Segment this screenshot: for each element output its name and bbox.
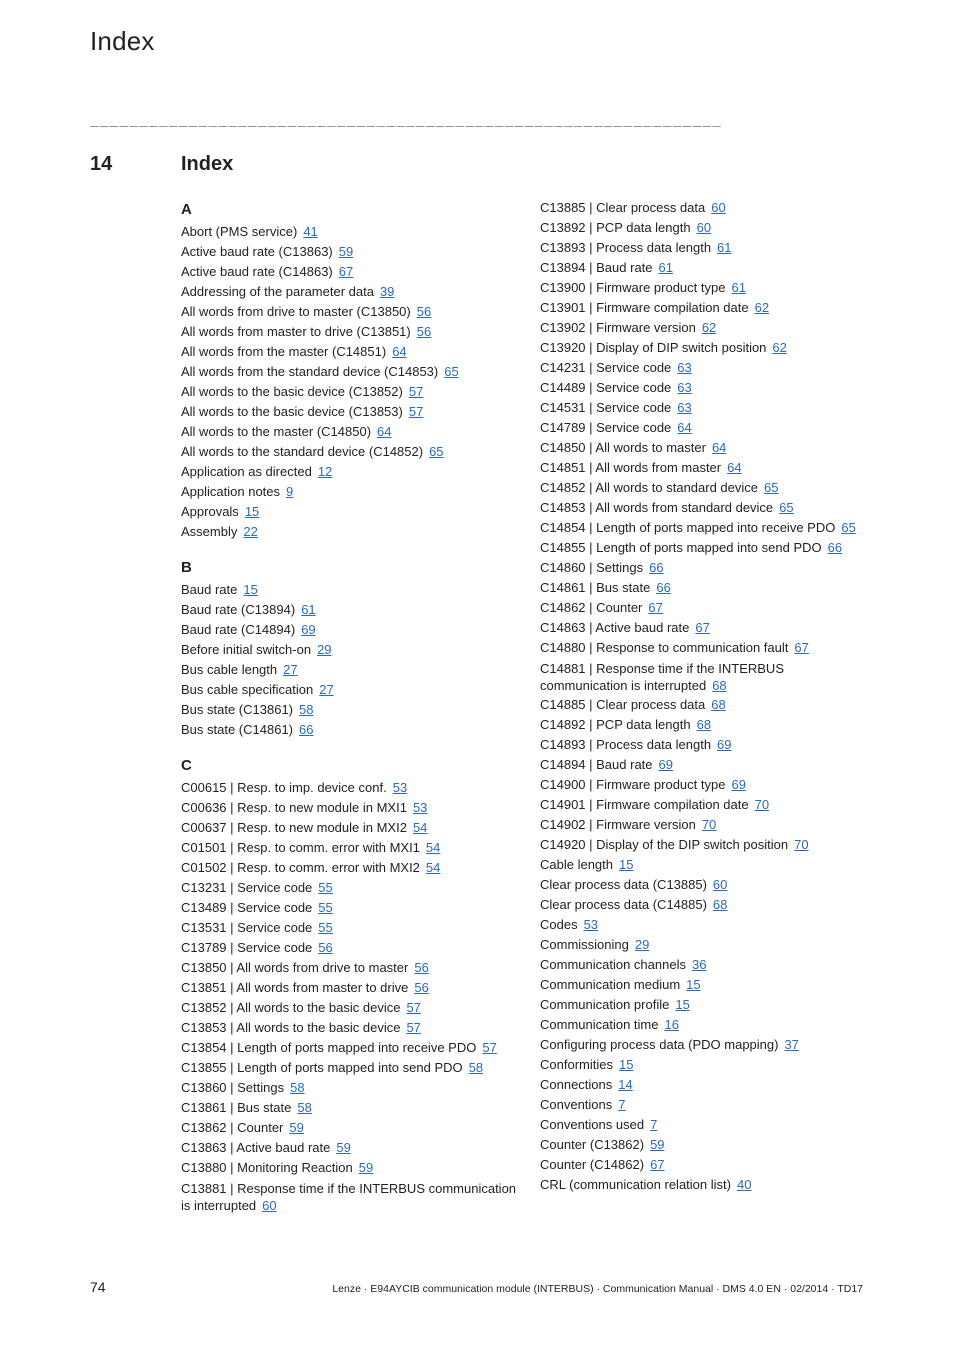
index-entry (181, 482, 521, 502)
index-entry-text: C14789 | Service code (540, 420, 672, 435)
index-entry (540, 558, 870, 578)
footer-document-info: Lenze · E94AYCIB communication module (INTERBUS) · Communication Manual · DMS 4.0 EN · 02/2014 · TD17 (332, 1283, 863, 1295)
page-reference-link[interactable]: 58 (290, 1080, 305, 1095)
index-entry-text: C13861 | Bus state (181, 1100, 292, 1115)
page-reference-link[interactable]: 53 (412, 800, 428, 815)
index-entry-text: All words to the basic device (C13853) (181, 404, 403, 419)
index-entry (181, 1038, 521, 1058)
index-entry (540, 835, 870, 855)
page-reference-link[interactable]: 69 (717, 737, 732, 752)
page-reference-link[interactable]: 39 (379, 284, 395, 299)
index-entry (181, 898, 521, 918)
index-entry (540, 695, 870, 715)
index-entry-text: C13885 | Clear process data (540, 200, 706, 215)
page-reference-link[interactable]: 70 (754, 797, 770, 812)
page-reference-link[interactable]: 57 (406, 1000, 421, 1015)
index-entry (181, 502, 521, 522)
index-entry-text: C14531 | Service code (540, 400, 672, 415)
index-entry-text: C13900 | Firmware product type (540, 280, 726, 295)
index-entry (540, 278, 870, 298)
index-entry (540, 258, 870, 278)
index-entry-text: C14489 | Service code (540, 380, 672, 395)
index-entry (540, 795, 870, 815)
index-entry-text: C13231 | Service code (181, 880, 313, 895)
page-reference-link[interactable]: 69 (301, 622, 316, 637)
index-entry (540, 578, 870, 598)
page-reference-link[interactable]: 53 (392, 780, 408, 795)
index-entry-text: All words from the standard device (C14853) (181, 364, 439, 379)
index-entry (181, 600, 521, 620)
page-reference-link[interactable]: 60 (696, 220, 712, 235)
page-reference-link[interactable]: 27 (283, 662, 298, 677)
index-entry (181, 342, 521, 362)
page-reference-link[interactable]: 65 (764, 480, 779, 495)
index-entry-text: C00637 | Resp. to new module in MXI2 (181, 820, 407, 835)
index-entry-text: Clear process data (C13885) (540, 877, 707, 892)
index-entry-text: C13862 | Counter (181, 1120, 284, 1135)
page-reference-link[interactable]: 15 (618, 1057, 634, 1072)
page-reference-link[interactable]: 68 (712, 897, 728, 912)
page-reference-link[interactable]: 29 (634, 937, 650, 952)
page-reference-link[interactable]: 62 (701, 320, 717, 335)
index-entry-text: C14861 | Bus state (540, 580, 651, 595)
index-entry (181, 778, 521, 798)
index-entry (540, 238, 870, 258)
index-entry (540, 1015, 870, 1035)
index-entry (181, 1138, 521, 1158)
index-entry (181, 918, 521, 938)
page-reference-link[interactable]: 59 (338, 244, 354, 259)
page-reference-link[interactable]: 37 (784, 1037, 799, 1052)
index-entry-text: C13880 | Monitoring Reaction (181, 1160, 353, 1175)
index-entry (181, 798, 521, 818)
page-reference-link[interactable]: 9 (286, 484, 294, 499)
index-entry (181, 322, 521, 342)
page-reference-link[interactable]: 59 (358, 1160, 374, 1175)
index-entry (540, 875, 870, 895)
page-reference-link[interactable]: 15 (619, 857, 634, 872)
page-reference-link[interactable]: 29 (317, 642, 332, 657)
page-reference-link[interactable]: 36 (691, 957, 707, 972)
index-entry (540, 358, 870, 378)
index-entry-text: C13854 | Length of ports mapped into receive PDO (181, 1040, 477, 1055)
index-entry-text: C14885 | Clear process data (540, 697, 706, 712)
index-entry-text: Assembly (181, 524, 238, 539)
index-entry (540, 815, 870, 835)
index-column-left (181, 198, 521, 1215)
index-entry (181, 720, 521, 740)
index-entry (181, 382, 521, 402)
index-entry-text: C01501 | Resp. to comm. error with MXI1 (181, 840, 420, 855)
index-entry-text: C13920 | Display of DIP switch position (540, 340, 767, 355)
index-entry-text: Counter (C14862) (540, 1157, 645, 1172)
index-entry (181, 242, 521, 262)
index-entry (540, 618, 870, 638)
index-entry (181, 282, 521, 302)
page-reference-link[interactable]: 41 (303, 224, 318, 239)
page-reference-link[interactable]: 62 (754, 300, 770, 315)
index-entry-text: Conventions used (540, 1117, 645, 1132)
index-entry-text: Counter (C13862) (540, 1137, 645, 1152)
index-entry-text: C14900 | Firmware product type (540, 777, 726, 792)
index-entry (181, 462, 521, 482)
index-entry (540, 915, 870, 935)
page-reference-link[interactable]: 12 (317, 464, 333, 479)
page-reference-link[interactable]: 61 (717, 240, 732, 255)
index-entry-text: Application as directed (181, 464, 312, 479)
index-entry (540, 855, 870, 875)
page-reference-link[interactable]: 63 (677, 380, 692, 395)
page-reference-link[interactable]: 15 (675, 997, 690, 1012)
page-reference-link[interactable]: 67 (648, 600, 663, 615)
chapter-title: Index (181, 153, 234, 175)
page-reference-link[interactable]: 15 (243, 582, 258, 597)
index-entry-text: C14862 | Counter (540, 600, 643, 615)
page-reference-link[interactable]: 57 (408, 384, 424, 399)
index-letter-group (181, 198, 521, 542)
page-reference-link[interactable]: 68 (712, 678, 727, 693)
index-entry-text: Abort (PMS service) (181, 224, 298, 239)
page-number: 74 (90, 1279, 106, 1295)
index-entry-text: C14901 | Firmware compilation date (540, 797, 749, 812)
chapter-number: 14 (90, 153, 113, 175)
page-reference-link[interactable]: 66 (649, 560, 664, 575)
index-entry (540, 1075, 870, 1095)
index-entry-text: C13855 | Length of ports mapped into send PDO (181, 1060, 463, 1075)
page-reference-link[interactable]: 63 (677, 400, 692, 415)
page-reference-link[interactable]: 66 (299, 722, 314, 737)
index-entry-text: Connections (540, 1077, 613, 1092)
index-entry-text: Configuring process data (PDO mapping) (540, 1037, 779, 1052)
index-entry-text: Communication channels (540, 957, 686, 972)
index-entry-text: C14881 | Response time if the INTERBUS communication is interrupted (540, 661, 784, 693)
index-entry (540, 895, 870, 915)
page-reference-link[interactable]: 67 (794, 640, 809, 655)
index-entry (540, 1095, 870, 1115)
index-entry-text: All words from master to drive (C13851) (181, 324, 411, 339)
page-reference-link[interactable]: 65 (444, 364, 459, 379)
index-entry-text: CRL (communication relation list) (540, 1177, 731, 1192)
page-reference-link[interactable]: 64 (677, 420, 692, 435)
index-entry-text: Bus state (C14861) (181, 722, 294, 737)
index-entry (181, 1018, 521, 1038)
index-entry (540, 598, 870, 618)
index-entry-text: Bus cable specification (181, 682, 314, 697)
index-entry (181, 818, 521, 838)
page-reference-link[interactable]: 64 (711, 440, 727, 455)
index-entry (540, 1035, 870, 1055)
index-entry-text: C14863 | Active baud rate (540, 620, 690, 635)
index-entry-text: C13789 | Service code (181, 940, 313, 955)
index-entry (181, 700, 521, 720)
index-entry (181, 1058, 521, 1078)
page-reference-link[interactable]: 65 (429, 444, 444, 459)
page-reference-link[interactable]: 58 (297, 1100, 312, 1115)
index-entry (540, 1055, 870, 1075)
index-entry (181, 422, 521, 442)
index-entry (540, 438, 870, 458)
page-reference-link[interactable]: 14 (618, 1077, 633, 1092)
index-entry-text: Approvals (181, 504, 239, 519)
index-entry (181, 938, 521, 958)
index-entry (540, 458, 870, 478)
page-reference-link[interactable]: 55 (318, 920, 333, 935)
page-reference-link[interactable]: 59 (650, 1137, 665, 1152)
page-reference-link[interactable]: 55 (318, 900, 333, 915)
index-entry-text: Clear process data (C14885) (540, 897, 707, 912)
index-entry (540, 715, 870, 735)
index-entry-text: Baud rate (181, 582, 238, 597)
index-entry-text: C14854 | Length of ports mapped into receive PDO (540, 520, 836, 535)
index-entry-text: Baud rate (C13894) (181, 602, 296, 617)
page-reference-link[interactable]: 70 (701, 817, 717, 832)
index-entry (181, 1118, 521, 1138)
index-entry-text: C01502 | Resp. to comm. error with MXI2 (181, 860, 420, 875)
index-entry-text: C14892 | PCP data length (540, 717, 691, 732)
index-entry-text: All words to the master (C14850) (181, 424, 372, 439)
page-reference-link[interactable]: 60 (262, 1198, 277, 1213)
index-entry-text: C14855 | Length of ports mapped into send PDO (540, 540, 822, 555)
index-entry (181, 1078, 521, 1098)
page-reference-link[interactable]: 53 (583, 917, 599, 932)
index-entry-text: C14880 | Response to communication fault (540, 640, 789, 655)
index-entry-text: C00615 | Resp. to imp. device conf. (181, 780, 387, 795)
page-reference-link[interactable]: 56 (414, 980, 429, 995)
index-entry-text: C14920 | Display of the DIP switch position (540, 837, 789, 852)
index-entry-text: C13860 | Settings (181, 1080, 285, 1095)
page-reference-link[interactable]: 64 (727, 460, 742, 475)
index-entry (540, 775, 870, 795)
index-entry-text: C14851 | All words from master (540, 460, 722, 475)
page-reference-link[interactable]: 63 (677, 360, 692, 375)
index-entry (540, 755, 870, 775)
index-entry (540, 338, 870, 358)
index-entry-text: C13531 | Service code (181, 920, 313, 935)
page-reference-link[interactable]: 67 (650, 1157, 665, 1172)
index-entry-text: C14894 | Baud rate (540, 757, 653, 772)
index-entry (181, 580, 521, 600)
index-entry (181, 620, 521, 640)
page-reference-link[interactable]: 57 (406, 1020, 421, 1035)
index-entry (181, 442, 521, 462)
index-entry (540, 478, 870, 498)
index-entry (540, 318, 870, 338)
page-reference-link[interactable]: 66 (827, 540, 843, 555)
index-entry (540, 1175, 870, 1195)
index-entry-text: All words to the basic device (C13852) (181, 384, 403, 399)
page-reference-link[interactable]: 15 (244, 504, 260, 519)
index-entry-text: Communication medium (540, 977, 681, 992)
index-column-right (540, 198, 870, 1195)
index-entry-text: C13893 | Process data length (540, 240, 712, 255)
index-entry (540, 658, 870, 695)
index-entry (181, 402, 521, 422)
page-reference-link[interactable]: 54 (425, 840, 441, 855)
index-entry-text: C13894 | Baud rate (540, 260, 653, 275)
index-entry (181, 858, 521, 878)
page-reference-link[interactable]: 58 (299, 702, 314, 717)
page-reference-link[interactable]: 67 (695, 620, 710, 635)
index-entry-text: C13901 | Firmware compilation date (540, 300, 749, 315)
index-entry (540, 418, 870, 438)
page-reference-link[interactable]: 56 (416, 304, 432, 319)
index-entry-text: Addressing of the parameter data (181, 284, 374, 299)
index-entry-text: All words from drive to master (C13850) (181, 304, 411, 319)
index-entry (181, 262, 521, 282)
index-entry-text: C13489 | Service code (181, 900, 313, 915)
index-entry (181, 878, 521, 898)
index-entry (540, 735, 870, 755)
index-entry-text: All words from the master (C14851) (181, 344, 387, 359)
index-letter-heading: C (181, 757, 192, 774)
header-divider: ________________________________________________________________ (90, 111, 723, 127)
page-reference-link[interactable]: 69 (658, 757, 673, 772)
index-entry-text: C00636 | Resp. to new module in MXI1 (181, 800, 407, 815)
index-entry-text: Active baud rate (C13863) (181, 244, 333, 259)
running-header-title: Index (90, 26, 155, 56)
index-letter-heading: B (181, 559, 192, 576)
index-entry-text: C13850 | All words from drive to master (181, 960, 409, 975)
index-entry-text: C14231 | Service code (540, 360, 672, 375)
page-reference-link[interactable]: 60 (712, 877, 728, 892)
index-entry-text: C13881 | Response time if the INTERBUS communication is interrupted (181, 1181, 517, 1213)
index-entry-text: C13853 | All words to the basic device (181, 1020, 401, 1035)
index-entry-text: Conventions (540, 1097, 613, 1112)
index-entry-text: Bus state (C13861) (181, 702, 294, 717)
page-reference-link[interactable]: 61 (731, 280, 746, 295)
index-entry (181, 522, 521, 542)
page-reference-link[interactable]: 64 (377, 424, 392, 439)
index-entry-text: C13902 | Firmware version (540, 320, 696, 335)
page-reference-link[interactable]: 59 (336, 1140, 351, 1155)
index-letter-group (181, 754, 521, 1215)
index-entry (540, 378, 870, 398)
page-reference-link[interactable]: 61 (301, 602, 316, 617)
index-entry-text: Codes (540, 917, 578, 932)
index-entry (540, 498, 870, 518)
index-entry-text: C13863 | Active baud rate (181, 1140, 331, 1155)
page-reference-link[interactable]: 40 (736, 1177, 752, 1192)
index-entry (181, 660, 521, 680)
index-entry (181, 978, 521, 998)
page-reference-link[interactable]: 70 (794, 837, 809, 852)
page-reference-link[interactable]: 64 (392, 344, 407, 359)
index-entry-text: C14853 | All words from standard device (540, 500, 774, 515)
page-reference-link[interactable]: 68 (696, 717, 712, 732)
page-reference-link[interactable]: 62 (772, 340, 787, 355)
page-reference-link[interactable]: 69 (731, 777, 746, 792)
index-entry (540, 955, 870, 975)
page-reference-link[interactable]: 68 (711, 697, 726, 712)
index-entry-text: Commissioning (540, 937, 629, 952)
page-reference-link[interactable]: 57 (482, 1040, 497, 1055)
index-entry (540, 198, 870, 218)
page-reference-link[interactable]: 7 (650, 1117, 658, 1132)
index-entry (181, 958, 521, 978)
page-reference-link[interactable]: 54 (412, 820, 428, 835)
page-reference-link[interactable]: 16 (664, 1017, 679, 1032)
page-reference-link[interactable]: 56 (416, 324, 432, 339)
page-reference-link[interactable]: 58 (468, 1060, 484, 1075)
page-reference-link[interactable]: 60 (711, 200, 726, 215)
index-entry (181, 680, 521, 700)
page-reference-link[interactable]: 54 (425, 860, 441, 875)
index-entry-text: C14852 | All words to standard device (540, 480, 759, 495)
index-entry (181, 640, 521, 660)
page-reference-link[interactable]: 56 (318, 940, 333, 955)
index-entry (181, 1158, 521, 1178)
page-reference-link[interactable]: 59 (289, 1120, 304, 1135)
page-reference-link[interactable]: 67 (338, 264, 354, 279)
page-reference-link[interactable]: 65 (779, 500, 794, 515)
index-entry-text: Application notes (181, 484, 281, 499)
page-reference-link[interactable]: 7 (618, 1097, 626, 1112)
page-reference-link[interactable]: 57 (408, 404, 424, 419)
index-entry-text: Bus cable length (181, 662, 278, 677)
page-reference-link[interactable]: 55 (318, 880, 333, 895)
index-entry-text: Before initial switch-on (181, 642, 312, 657)
index-entry (540, 935, 870, 955)
index-entry (181, 1098, 521, 1118)
index-entry-text: C14902 | Firmware version (540, 817, 696, 832)
page-reference-link[interactable]: 65 (841, 520, 856, 535)
index-entry-text: Active baud rate (C14863) (181, 264, 333, 279)
page-reference-link[interactable]: 66 (656, 580, 671, 595)
index-entry (540, 1135, 870, 1155)
index-entry-text: Conformities (540, 1057, 613, 1072)
page-reference-link[interactable]: 61 (658, 260, 673, 275)
index-entry (181, 1178, 521, 1215)
index-entry (540, 218, 870, 238)
page-reference-link[interactable]: 15 (686, 977, 701, 992)
index-entry-text: C14893 | Process data length (540, 737, 712, 752)
page-reference-link[interactable]: 56 (414, 960, 429, 975)
index-entry (540, 298, 870, 318)
index-entry-text: Communication time (540, 1017, 659, 1032)
index-entry (540, 398, 870, 418)
page-reference-link[interactable]: 22 (243, 524, 258, 539)
index-entry (181, 222, 521, 242)
index-entry (540, 538, 870, 558)
index-entry-text: C13852 | All words to the basic device (181, 1000, 401, 1015)
index-entry-text: All words to the standard device (C14852) (181, 444, 424, 459)
index-entry-text: Baud rate (C14894) (181, 622, 296, 637)
index-entry (540, 638, 870, 658)
index-entry-text: C13892 | PCP data length (540, 220, 691, 235)
index-entry (540, 1155, 870, 1175)
index-letter-heading: A (181, 201, 192, 218)
index-entry (540, 518, 870, 538)
index-entry-text: Cable length (540, 857, 613, 872)
page-reference-link[interactable]: 27 (319, 682, 334, 697)
index-entry (181, 302, 521, 322)
index-entry (540, 975, 870, 995)
index-entry (540, 1115, 870, 1135)
index-letter-group (181, 556, 521, 740)
index-entry-text: C14860 | Settings (540, 560, 644, 575)
index-entry-text: Communication profile (540, 997, 670, 1012)
index-entry (181, 998, 521, 1018)
index-entry (181, 838, 521, 858)
index-entry (181, 362, 521, 382)
index-entry-text: C13851 | All words from master to drive (181, 980, 409, 995)
index-entry-text: C14850 | All words to master (540, 440, 706, 455)
index-entry (540, 995, 870, 1015)
